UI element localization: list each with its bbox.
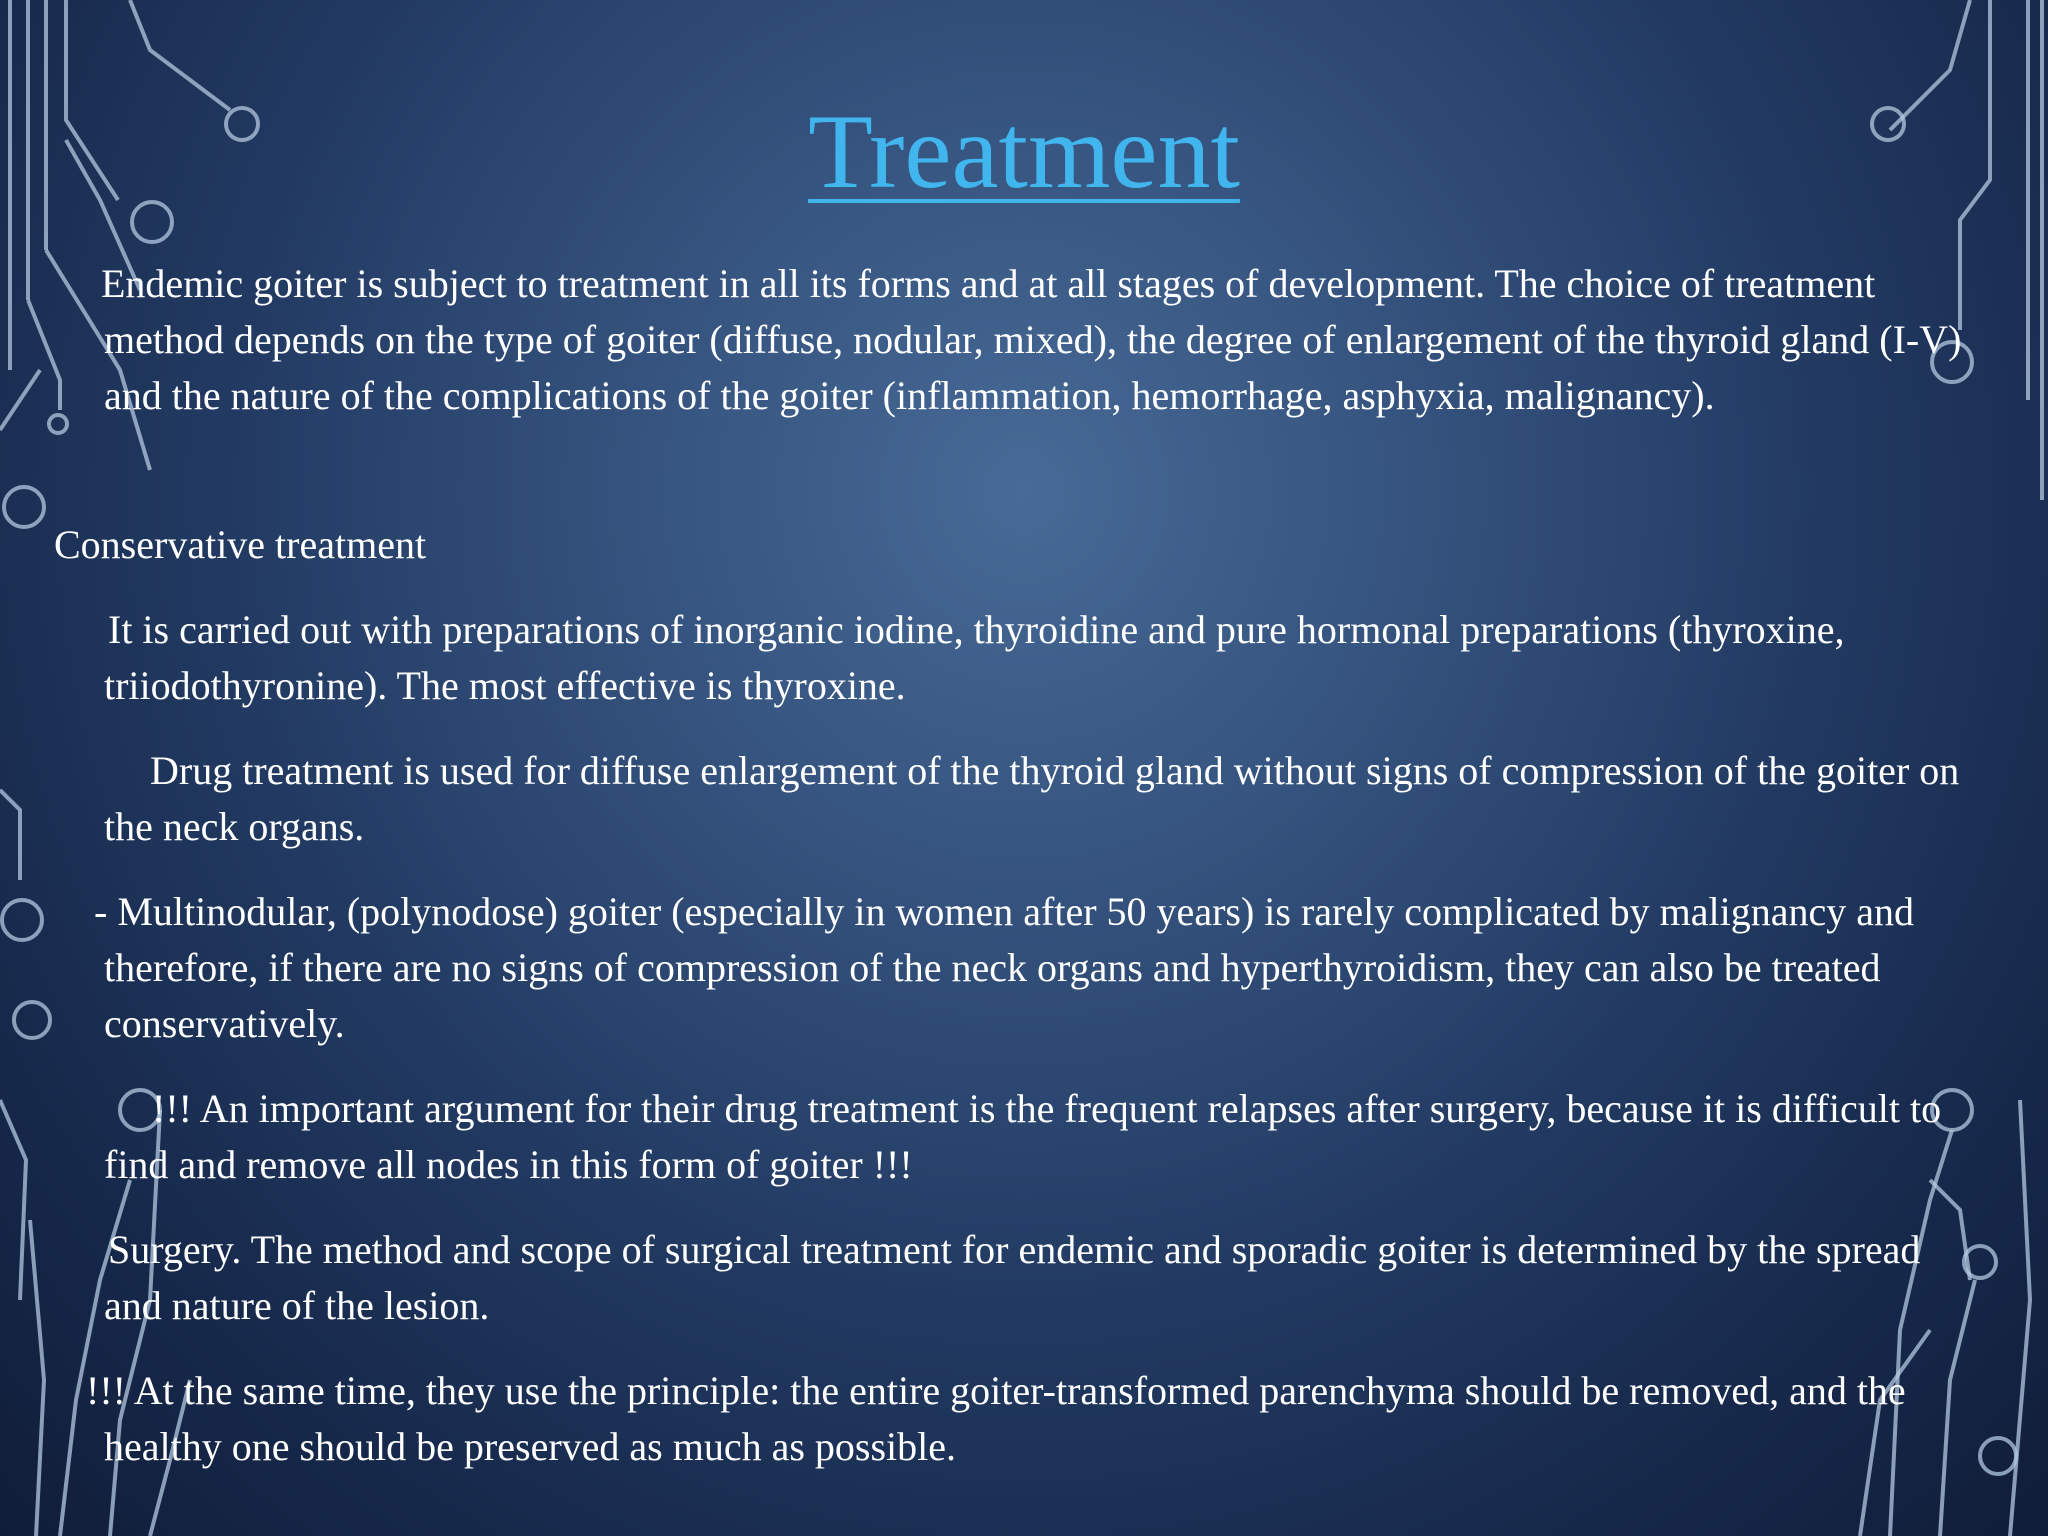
slide-title-text: Treatment xyxy=(808,93,1240,210)
multinodular-goiter-paragraph: - Multinodular, (polynodose) goiter (especially in women after 50 years) is rarely complicated by malignancy and therefore, if there are no signs of compression of the neck organs and hyperthyroidism, they can also be treated conservatively. xyxy=(94,889,1915,1046)
drug-treatment-paragraph: Drug treatment is used for diffuse enlargement of the thyroid gland without signs of compression of the goiter on the neck organs. xyxy=(104,748,1960,849)
relapse-argument-paragraph: !!! An important argument for their drug treatment is the frequent relapses after surgery, because it is difficult to find and remove all nodes in this form of goiter !!! xyxy=(104,1086,1942,1187)
slide-title xyxy=(0,92,2048,212)
conservative-treatment-heading: Conservative treatment xyxy=(54,522,427,567)
surgical-principle-paragraph: !!! At the same time, they use the principle: the entire goiter-transformed parenchyma should be removed, and the healthy one should be preserved as much as possible. xyxy=(86,1368,1906,1469)
intro-paragraph: Endemic goiter is subject to treatment in all its forms and at all stages of development. The choice of treatment method depends on the type of goiter (diffuse, nodular, mixed), the degree of enlargement of the thyroid gland (I-V) and the nature of the complications of the goiter (inflammation, hemorrhage, asphyxia, malignancy). xyxy=(101,261,1962,418)
iodine-preparations-paragraph: It is carried out with preparations of inorganic iodine, thyroidine and pure hormonal preparations (thyroxine, triiodothyronine). The most effective is thyroxine. xyxy=(104,607,1845,708)
surgery-paragraph: Surgery. The method and scope of surgical treatment for endemic and sporadic goiter is determined by the spread and nature of the lesion. xyxy=(104,1227,1921,1328)
